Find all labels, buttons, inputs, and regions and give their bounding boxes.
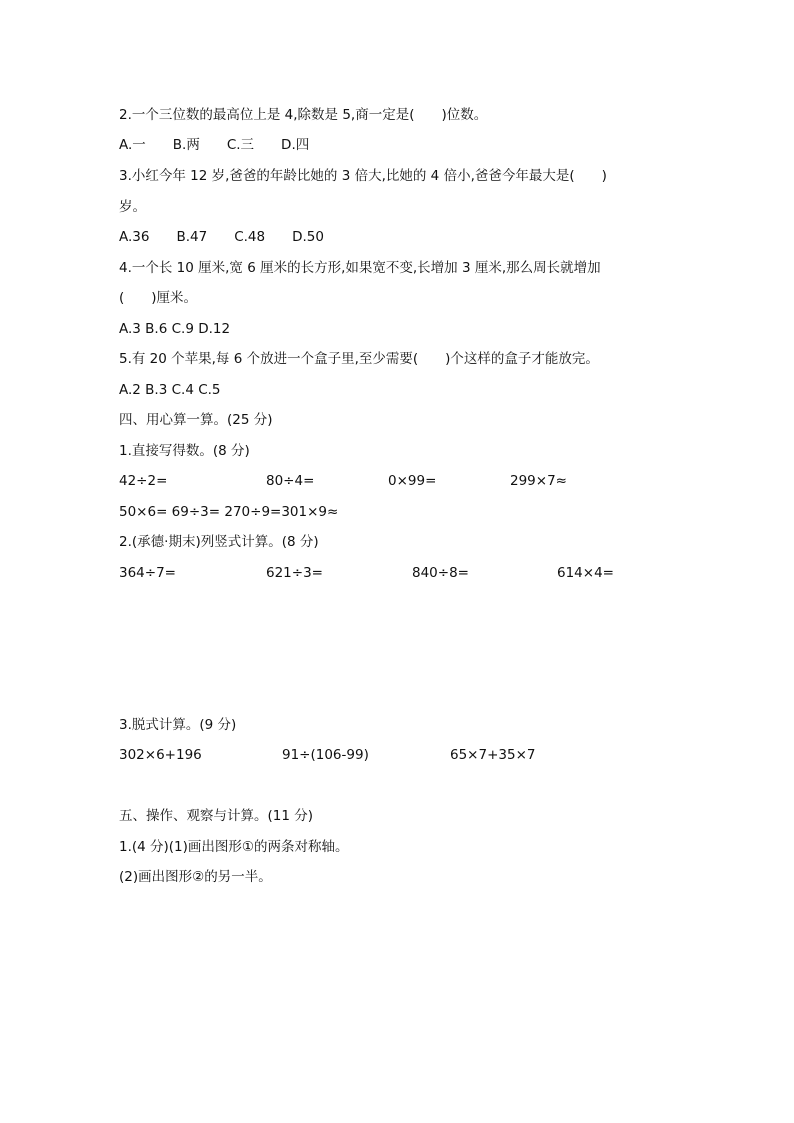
- stepwise-calc-item: 91÷(106-99): [282, 747, 369, 763]
- s5-q1-line-1: 1.(4 分)(1)画出图形①的两条对称轴。: [119, 839, 349, 855]
- oral-calc-item: 0×99=: [388, 473, 437, 489]
- question-5-options: A.2 B.3 C.4 C.5: [119, 382, 221, 398]
- question-3-line-1: 3.小红今年 12 岁,爸爸的年龄比她的 3 倍大,比她的 4 倍小,爸爸今年最大是( ): [119, 168, 607, 184]
- question-4-options: A.3 B.6 C.9 D.12: [119, 321, 231, 337]
- s4-q1-row-1: [0, 472, 794, 490]
- vertical-calc-item: 614×4=: [557, 565, 614, 581]
- s5-q1-line-2: (2)画出图形②的另一半。: [119, 869, 272, 885]
- section-4-title: 四、用心算一算。(25 分): [119, 412, 273, 428]
- vertical-calc-item: 621÷3=: [266, 565, 323, 581]
- section-5-title: 五、操作、观察与计算。(11 分): [119, 808, 314, 824]
- s4-q2-title: 2.(承德·期末)列竖式计算。(8 分): [119, 534, 319, 550]
- s4-q3-row: [0, 746, 794, 764]
- question-4-line-2: ( )厘米。: [119, 290, 198, 306]
- oral-calc-item: 80÷4=: [266, 473, 315, 489]
- vertical-calc-item: 840÷8=: [412, 565, 469, 581]
- s4-q2-row: [0, 564, 794, 582]
- stepwise-calc-item: 65×7+35×7: [450, 747, 536, 763]
- s4-q1-row-2: 50×6= 69÷3= 270÷9=301×9≈: [119, 504, 339, 520]
- question-2: 2.一个三位数的最高位上是 4,除数是 5,商一定是( )位数。: [119, 107, 488, 123]
- s4-q1-title: 1.直接写得数。(8 分): [119, 443, 250, 459]
- question-5: 5.有 20 个苹果,每 6 个放进一个盒子里,至少需要( )个这样的盒子才能放完。: [119, 351, 599, 367]
- question-3-options: A.36 B.47 C.48 D.50: [119, 229, 324, 245]
- question-2-options: A.一 B.两 C.三 D.四: [119, 137, 310, 153]
- oral-calc-item: 299×7≈: [510, 473, 567, 489]
- vertical-calc-item: 364÷7=: [119, 565, 176, 581]
- s4-q3-title: 3.脱式计算。(9 分): [119, 717, 237, 733]
- oral-calc-item: 42÷2=: [119, 473, 168, 489]
- question-3-line-2: 岁。: [119, 199, 146, 215]
- stepwise-calc-item: 302×6+196: [119, 747, 202, 763]
- question-4-line-1: 4.一个长 10 厘米,宽 6 厘米的长方形,如果宽不变,长增加 3 厘米,那么周长就增加: [119, 260, 601, 276]
